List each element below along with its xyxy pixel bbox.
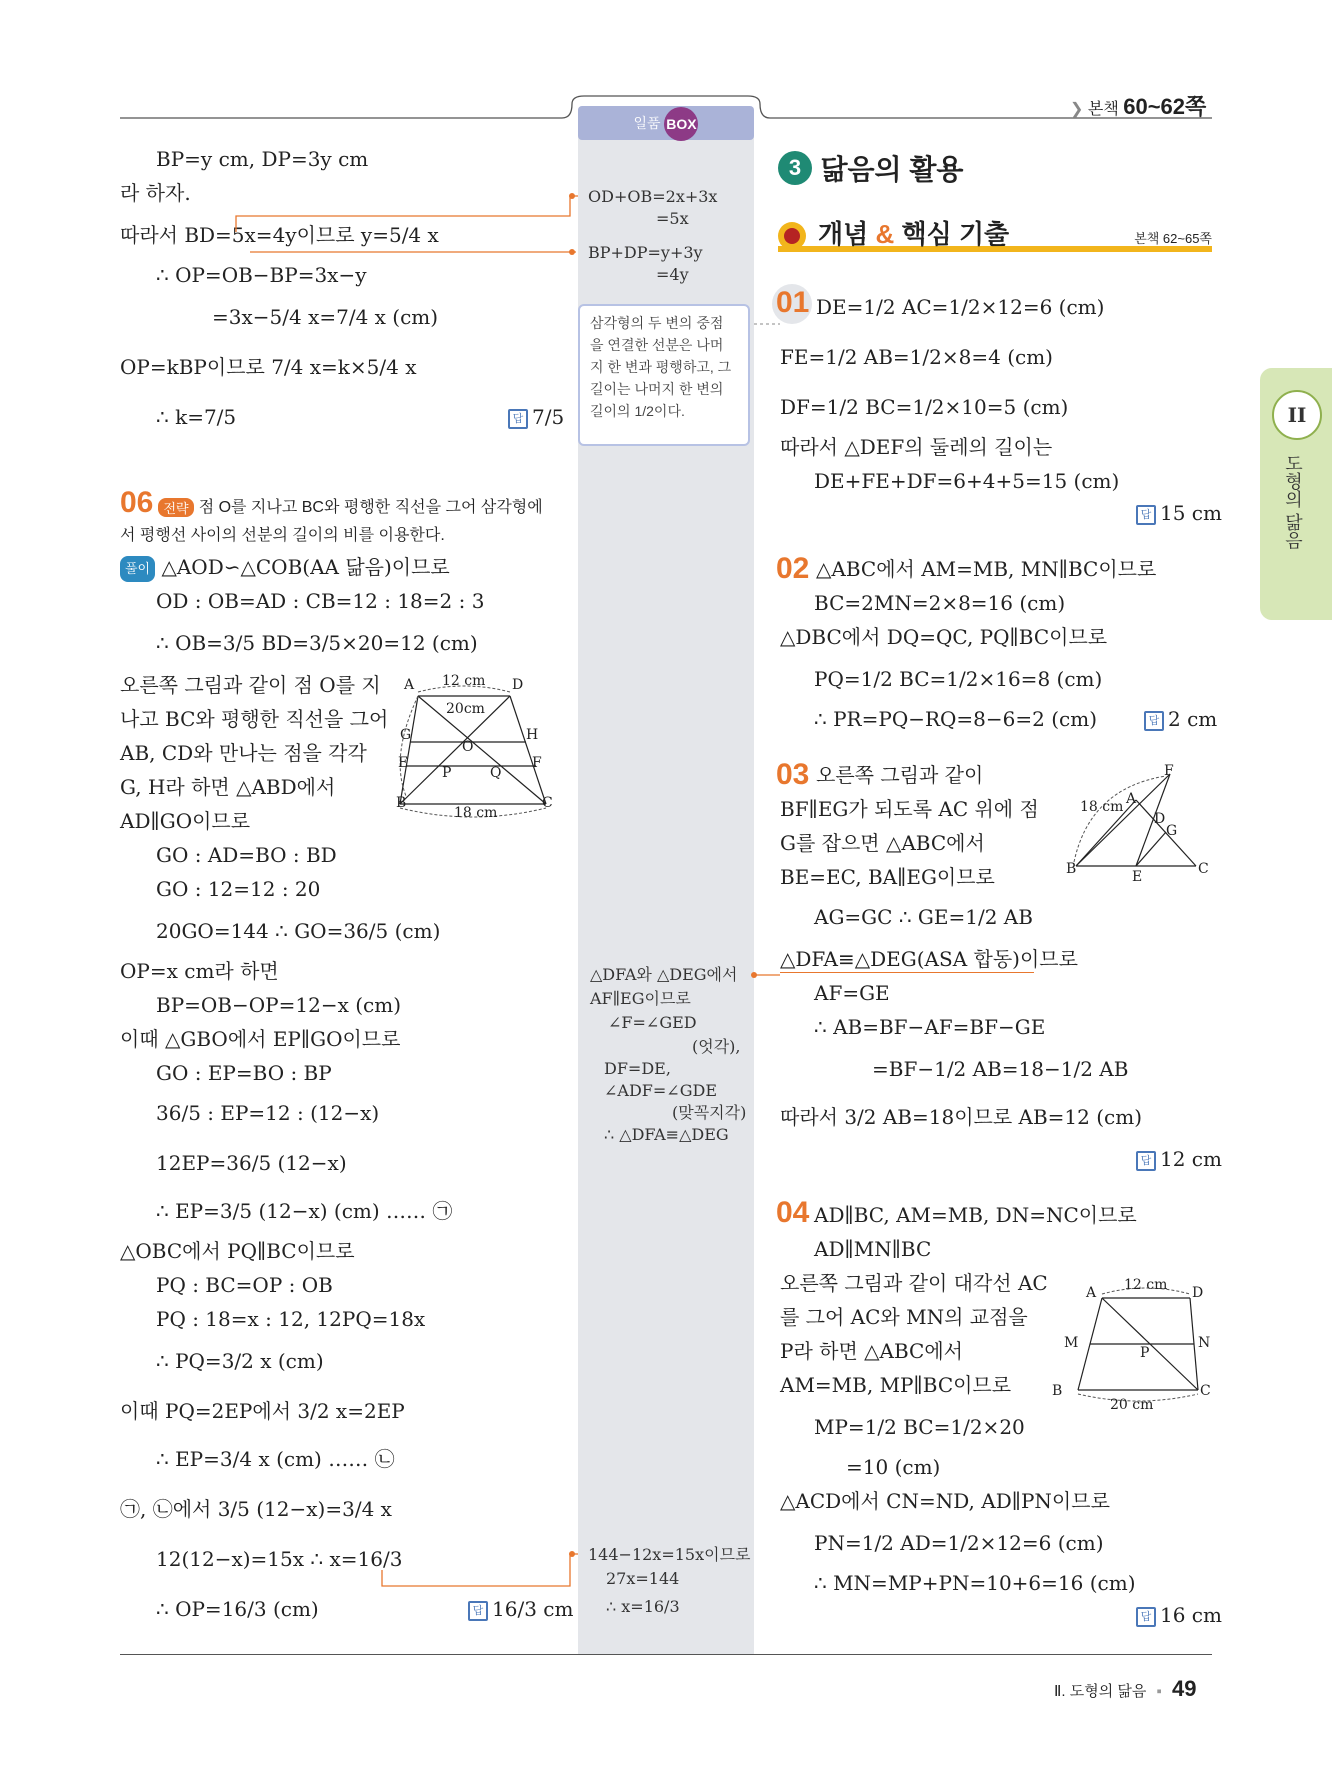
text-line: ∴ OP=OB−BP=3x−y: [156, 263, 367, 287]
text-line: BP=y cm, DP=3y cm: [156, 147, 369, 171]
answer: 답 12 cm: [1136, 1146, 1222, 1172]
answer-icon: 답: [1136, 1151, 1156, 1171]
text-line: GO : AD=BO : BD: [156, 843, 337, 867]
answer-icon: 답: [1144, 711, 1164, 731]
text-line: =10 (cm): [846, 1455, 941, 1479]
answer: 답 2 cm: [1144, 706, 1217, 732]
text-line: ㉠, ㉡에서 3/5 (12−x)=3/4 x: [120, 1497, 392, 1521]
text-line: =3x−5/4 x=7/4 x (cm): [212, 305, 439, 329]
text-line: AD∥GO이므로: [120, 809, 251, 833]
text-line: OD : OB=AD : CB=12 : 18=2 : 3: [156, 589, 485, 613]
text-line: 36/5 : EP=12 : (12−x): [156, 1101, 380, 1125]
answer-icon: 답: [508, 409, 528, 429]
text-line: AM=MB, MP∥BC이므로: [780, 1373, 1012, 1397]
text-line: 따라서 3/2 AB=18이므로 AB=12 (cm): [780, 1105, 1143, 1129]
text-line: OP=x cm라 하면: [120, 959, 279, 983]
text-line: FE=1/2 AB=1/2×8=4 (cm): [780, 345, 1053, 369]
text-line: PQ=1/2 BC=1/2×16=8 (cm): [814, 667, 1103, 691]
box-note: =4y: [656, 265, 689, 284]
text-line: GO : 12=12 : 20: [156, 877, 321, 901]
text-line: DE+FE+DF=6+4+5=15 (cm): [814, 469, 1120, 493]
box-note: ∴ △DFA≡△DEG: [604, 1125, 729, 1144]
text-line: 12EP=36/5 (12−x): [156, 1151, 347, 1175]
box-note: 144−12x=15x이므로: [588, 1545, 751, 1564]
trapezoid-figure-04: [1060, 1282, 1210, 1412]
figure-04-labels: A D M N P B C 12 cm 20 cm: [1052, 1277, 1211, 1413]
text-line: =BF−1/2 AB=18−1/2 AB: [872, 1057, 1129, 1081]
highlight-underline: [780, 972, 1034, 973]
text-line: ∴ PQ=3/2 x (cm): [156, 1349, 324, 1373]
text-line: 나고 BC와 평행한 직선을 그어: [120, 707, 389, 731]
text-line: ∴ OP=16/3 (cm): [156, 1597, 319, 1621]
answer-icon: 답: [468, 1601, 488, 1621]
box-note: BP+DP=y+3y: [588, 243, 703, 262]
problem-number: 02: [776, 552, 810, 585]
tip-box: 삼각형의 두 변의 중점 을 연결한 선분은 나머 지 한 변과 평행하고, 그 길이는 나머지 한 변의 길이의 1/2이다.: [578, 304, 750, 446]
text-line: PQ : 18=x : 12, 12PQ=18x: [156, 1307, 426, 1331]
text-line: △OBC에서 PQ∥BC이므로: [120, 1239, 355, 1263]
box-note: AF∥EG이므로: [590, 989, 691, 1008]
strategy-text: 점 O를 지나고 BC와 평행한 직선을 그어 삼각형에: [198, 499, 543, 516]
problem-number: 06: [120, 486, 154, 519]
text-line: GO : EP=BO : BP: [156, 1061, 332, 1085]
text-line: △ACD에서 CN=ND, AD∥PN이므로: [780, 1489, 1110, 1513]
footer: Ⅱ. 도형의 닮음 ▪ 49: [1054, 1676, 1197, 1701]
footer-rule: [120, 1654, 1212, 1655]
answer: 답 7/5: [508, 404, 564, 430]
text-line: 오른쪽 그림과 같이: [816, 763, 984, 787]
page-number: 49: [1172, 1676, 1197, 1701]
answer-icon: 답: [1136, 505, 1156, 525]
text-line: 20GO=144 ∴ GO=36/5 (cm): [156, 919, 441, 943]
text-line: 를 그어 AC와 MN의 교점을: [780, 1305, 1028, 1329]
text-line: 풀이 △AOD∽△COB(AA 닮음)이므로: [120, 554, 450, 582]
text-line: △DBC에서 DQ=QC, PQ∥BC이므로: [780, 625, 1108, 649]
text-line: BC=2MN=2×8=16 (cm): [814, 591, 1066, 615]
box-note: =5x: [656, 209, 689, 228]
text-line: BE=EC, BA∥EG이므로: [780, 865, 995, 889]
text-line: AF=GE: [814, 981, 890, 1005]
text-line: 따라서 BD=5x=4y이므로 y=5/4 x: [120, 223, 439, 247]
text-line: 이때 PQ=2EP에서 3/2 x=2EP: [120, 1399, 405, 1423]
segment-BA: [1076, 800, 1136, 866]
box-label: 일품 BOX: [578, 106, 754, 140]
strategy-text: 서 평행선 사이의 선분의 길이의 비를 이용한다.: [120, 527, 445, 544]
text-line: ∴ EP=3/4 x (cm) …… ㉡: [156, 1447, 395, 1471]
text-line: ∴ MN=MP+PN=10+6=16 (cm): [814, 1571, 1136, 1595]
problem-number: 03: [776, 758, 810, 791]
text-line: AB, CD와 만나는 점을 각각: [120, 741, 367, 765]
answer-icon: 답: [1136, 1607, 1156, 1627]
text-line: AD∥BC, AM=MB, DN=NC이므로: [814, 1203, 1137, 1227]
text-line: 라 하자.: [120, 181, 191, 205]
figure-06-labels: A D G H E F O P Q B C 12 cm 20cm 18 cm: [396, 673, 553, 821]
text-line: AD∥MN∥BC: [814, 1237, 932, 1261]
text-line: 오른쪽 그림과 같이 점 O를 지: [120, 673, 381, 697]
box-note: ∠ADF=∠GDE: [604, 1081, 717, 1100]
text-line: 따라서 △DEF의 둘레의 길이는: [780, 435, 1053, 459]
text-line: ∴ PR=PQ−RQ=8−6=2 (cm): [814, 707, 1097, 731]
box-note: ∠F=∠GED: [608, 1013, 697, 1032]
segment-BF: [1076, 774, 1170, 866]
text-line: 12(12−x)=15x ∴ x=16/3: [156, 1547, 403, 1571]
text-line: PN=1/2 AD=1/2×12=6 (cm): [814, 1531, 1104, 1555]
text-line: OP=kBP이므로 7/4 x=k×5/4 x: [120, 355, 417, 379]
segment-FE: [1136, 774, 1170, 866]
problem-number: 01: [776, 286, 810, 319]
chapter-label: 도형의 닮음: [1283, 454, 1303, 550]
text-line: △DFA≡△DEG(ASA 합동)이므로: [780, 947, 1078, 971]
text-line: BF∥EG가 되도록 AC 위에 점: [780, 797, 1039, 821]
chapter-side-tab: [1260, 368, 1332, 620]
figure-03-labels: F A D G B E C 18 cm: [1066, 763, 1209, 885]
box-note: DF=DE,: [604, 1059, 671, 1078]
segment-EG: [1136, 832, 1166, 866]
answer: 답 15 cm: [1136, 500, 1222, 526]
answer: 답 16 cm: [1136, 1602, 1222, 1628]
text-line: ∴ OB=3/5 BD=3/5×20=12 (cm): [156, 631, 478, 655]
text-line: ∴ AB=BF−AF=BF−GE: [814, 1015, 1046, 1039]
text-line: G를 잡으면 △ABC에서: [780, 831, 985, 855]
section-title: 3 닮음의 활용: [778, 148, 963, 188]
footer-chapter: Ⅱ. 도형의 닮음: [1054, 1683, 1147, 1700]
text-line: PQ : BC=OP : OB: [156, 1273, 333, 1297]
solution-tag: 풀이: [120, 556, 155, 582]
problem-number: 04: [776, 1196, 810, 1229]
section-number: 3: [778, 151, 812, 185]
text-line: DF=1/2 BC=1/2×10=5 (cm): [780, 395, 1069, 419]
box-note: △DFA와 △DEG에서: [590, 965, 738, 984]
triangle-figure-03: [1070, 768, 1210, 872]
text-line: 오른쪽 그림과 같이 대각선 AC: [780, 1271, 1048, 1295]
text-line: ∴ EP=3/5 (12−x) (cm) …… ㉠: [156, 1199, 453, 1223]
answer: 답 16/3 cm: [468, 1596, 573, 1622]
page-reference: ❯ 본책 60~62쪽: [1070, 94, 1207, 119]
text-line: 이때 △GBO에서 EP∥GO이므로: [120, 1027, 401, 1051]
box-note: (엇각),: [692, 1037, 741, 1056]
strategy-tag: 전략: [158, 498, 193, 517]
text-line: DE=1/2 AC=1/2×12=6 (cm): [816, 295, 1105, 319]
text-line: P라 하면 △ABC에서: [780, 1339, 963, 1363]
text-line: G, H라 하면 △ABD에서: [120, 775, 336, 799]
text-line: ∴ k=7/5: [156, 405, 237, 429]
subsection-banner: 개념 & 핵심 기출 본책 62~65쪽: [778, 214, 1212, 254]
text-line: △ABC에서 AM=MB, MN∥BC이므로: [816, 557, 1157, 581]
box-note: ∴ x=16/3: [606, 1597, 680, 1616]
text-line: BP=OB−OP=12−x (cm): [156, 993, 401, 1017]
text-line: AG=GC ∴ GE=1/2 AB: [814, 905, 1033, 929]
text-line: MP=1/2 BC=1/2×20: [814, 1415, 1025, 1439]
box-note: 27x=144: [606, 1569, 680, 1588]
box-note: (맞꼭지각): [672, 1103, 747, 1122]
box-note: OD+OB=2x+3x: [588, 187, 718, 206]
chapter-numeral: II: [1272, 390, 1322, 440]
